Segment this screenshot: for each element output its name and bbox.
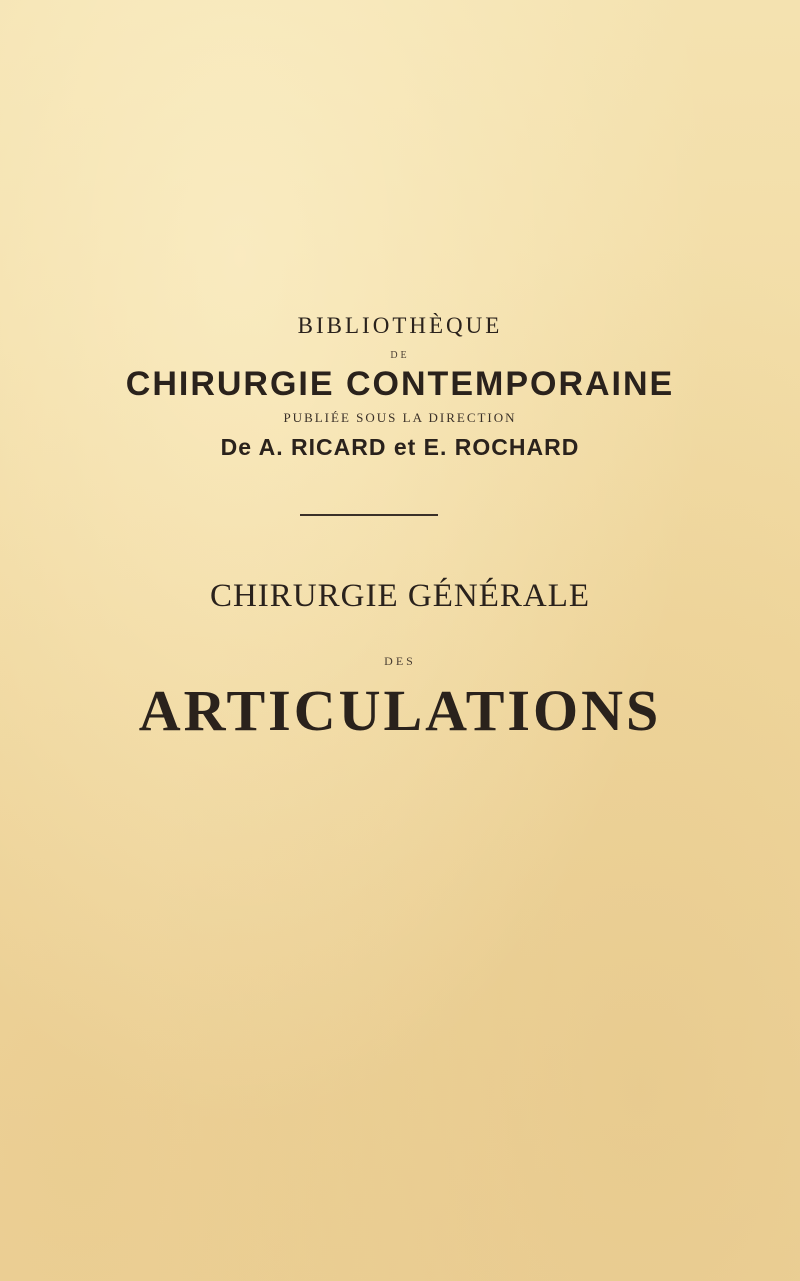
divider-rule (300, 514, 438, 516)
series-title: CHIRURGIE CONTEMPORAINE (125, 365, 675, 403)
work-title-line1: CHIRURGIE GÉNÉRALE (209, 578, 591, 614)
editors-line: De A. RICARD et E. ROCHARD (220, 434, 580, 460)
series-heading: BIBLIOTHÈQUE (297, 313, 503, 338)
work-title-line3: ARTICULATIONS (138, 678, 662, 743)
work-title-line2: DES (384, 654, 416, 668)
series-connector: DE (390, 350, 410, 361)
published-under-line: PUBLIÉE SOUS LA DIRECTION (283, 410, 517, 425)
